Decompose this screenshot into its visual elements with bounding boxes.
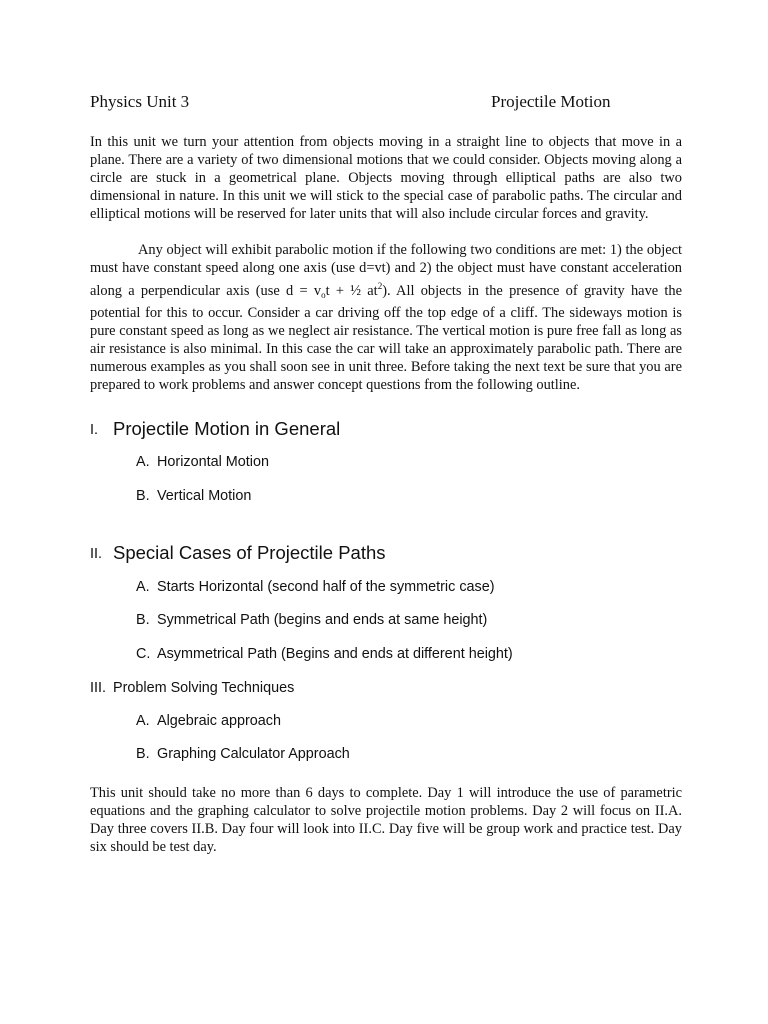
- p2-text-a: Any object will exhibit parabolic motion if the following two conditions are met: 1) the object must have constant speed along one axis (use d=vt) and 2) the object must have constant acceleration along a perpendicular axis (use d = v: [90, 242, 682, 299]
- topic-title: Projectile Motion: [491, 92, 611, 111]
- section-1-title: Projectile Motion in General: [113, 418, 341, 439]
- item-letter: B.: [136, 612, 150, 628]
- item-text: Algebraic approach: [157, 713, 281, 729]
- item-text: Starts Horizontal (second half of the symmetric case): [157, 579, 495, 595]
- closing-paragraph: This unit should take no more than 6 days to complete. Day 1 will introduce the use of parametric equations and the graphing calculator to solve projectile motion problems. Day 2 will focus on II.A. Day three covers II.B. Day four will look into II.C. Day five will be group work and practice test. Day six should be test day.: [90, 785, 682, 855]
- item-letter: A.: [136, 454, 150, 470]
- item-letter: A.: [136, 579, 150, 595]
- section-3-title: Problem Solving Techniques: [113, 680, 295, 696]
- item-letter: B.: [136, 488, 150, 504]
- item-text: Asymmetrical Path (Begins and ends at different height): [157, 646, 513, 662]
- intro-paragraph-2: [90, 241, 682, 394]
- item-letter: C.: [136, 646, 151, 662]
- section-3-number: III.: [90, 680, 106, 696]
- item-text: Vertical Motion: [157, 488, 252, 504]
- item-letter: B.: [136, 746, 150, 762]
- p2-text-b: t + ½ at: [325, 283, 378, 299]
- intro-paragraph-1: In this unit we turn your attention from objects moving in a straight line to objects that move in a plane. There are a variety of two dimensional motions that we could consider. Objects moving along a circle are stuck in a geometrical plane. Objects moving through elliptical paths are also two dimensional in nature. In this unit we will stick to the special case of parabolic paths. The circular and elliptical motions will be reserved for later units that will also include circular forces and gravity.: [90, 134, 682, 222]
- unit-label: Physics Unit 3: [90, 92, 190, 111]
- item-letter: A.: [136, 713, 150, 729]
- p2-text-c: ). All objects in the presence of gravity have the potential for this to occur. Consider a car driving off the top edge of a cliff. The sideways motion is pure constant speed as long as we neglect air resistance. The vertical motion is pure free fall as long as air resistance is also minimal. In this case the car will take an approximately parabolic path. There are numerous examples as you shall soon see in unit three. Before taking the next text be sure that you are prepared to work problems and answer concept questions from the following outline.: [90, 283, 683, 393]
- section-2-title: Special Cases of Projectile Paths: [113, 542, 386, 563]
- item-text: Graphing Calculator Approach: [157, 746, 350, 762]
- t-superscript: 2: [377, 281, 383, 291]
- v-subscript: o: [321, 290, 326, 300]
- section-2-number: II.: [90, 546, 102, 562]
- page-header: [90, 92, 680, 116]
- item-text: Horizontal Motion: [157, 454, 269, 470]
- section-1-number: I.: [90, 422, 98, 438]
- item-text: Symmetrical Path (begins and ends at same height): [157, 612, 488, 628]
